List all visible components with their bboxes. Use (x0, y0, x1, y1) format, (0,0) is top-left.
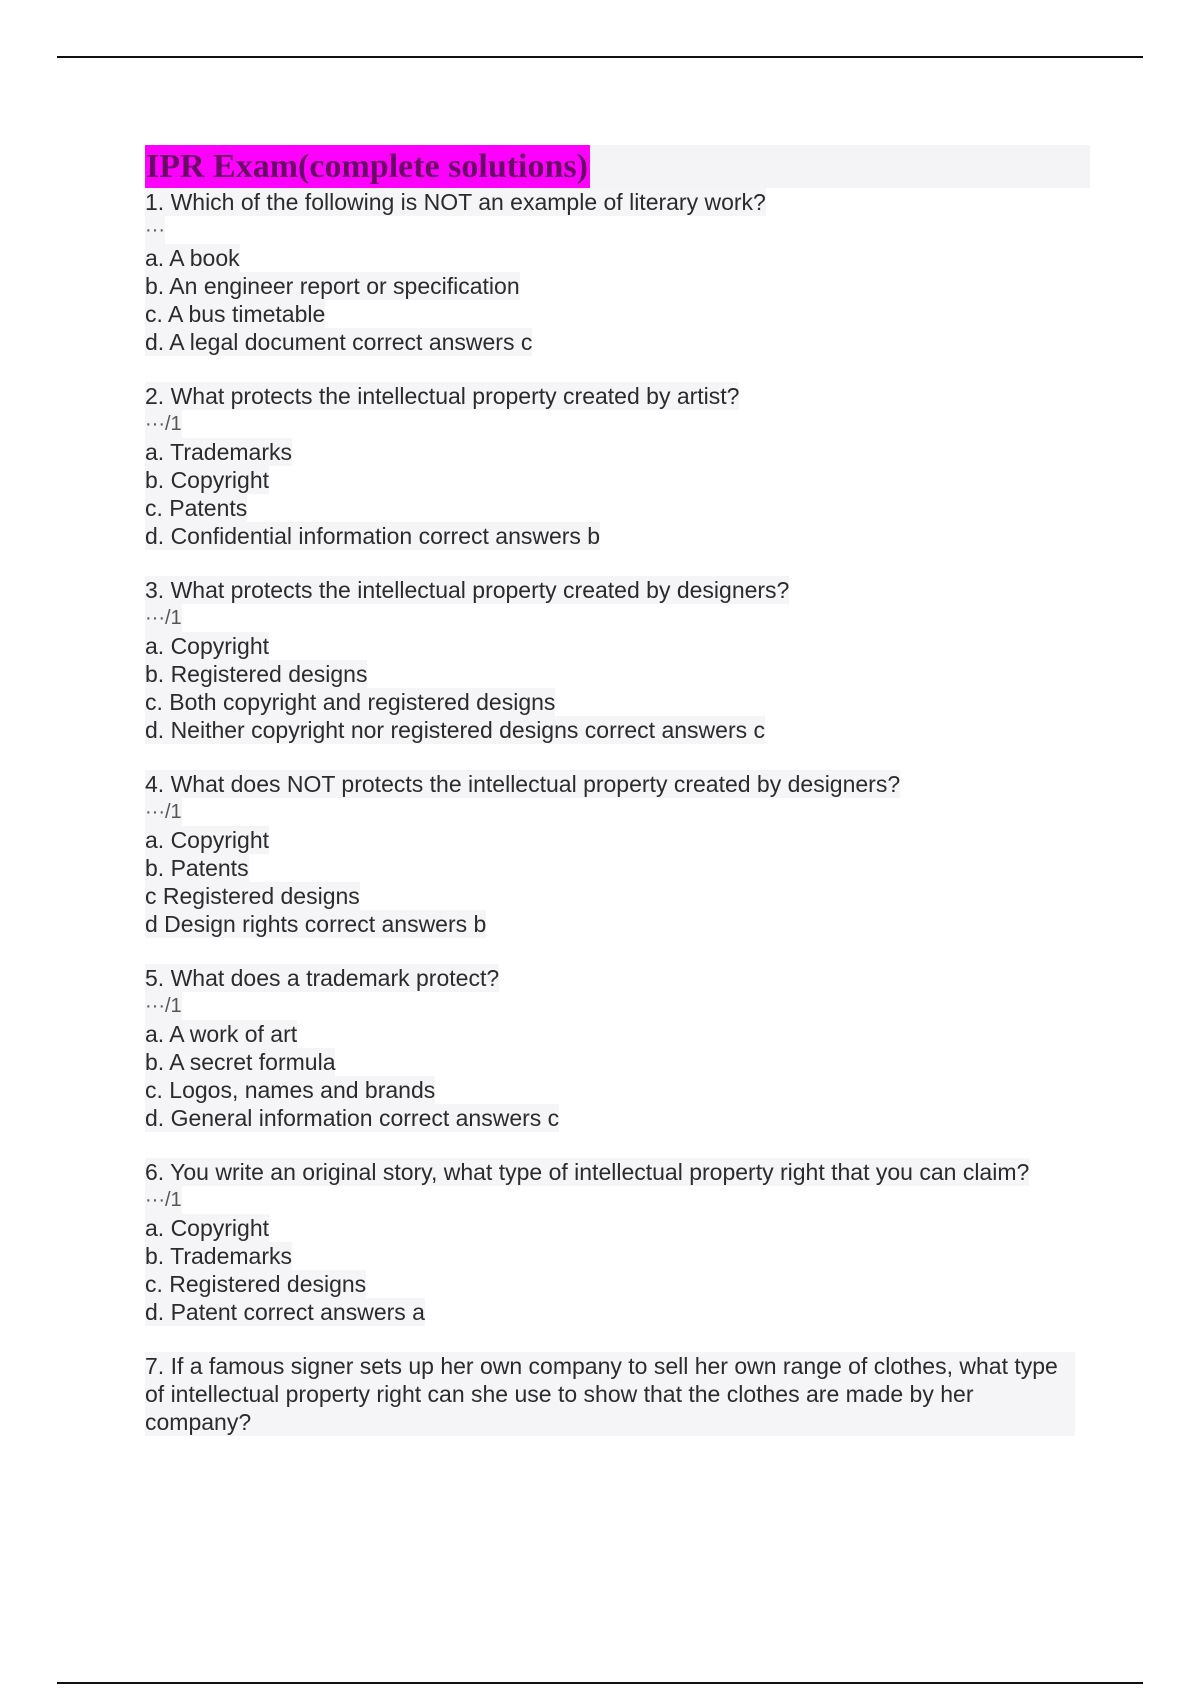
answer-option: b. An engineer report or specification (145, 273, 520, 299)
answer-option: a. A work of art (145, 1021, 298, 1047)
answer-option: c. Both copyright and registered designs (145, 689, 556, 715)
answer-option: d. Patent correct answers a (145, 1299, 425, 1325)
bottom-rule (57, 1682, 1143, 1684)
answer-option: c. Registered designs (145, 1271, 367, 1297)
document-body (145, 145, 1090, 1436)
answer-option: c. A bus timetable (145, 301, 326, 327)
question-5 (145, 964, 1090, 1132)
question-marker: ··· (145, 216, 165, 244)
question-text: 1. Which of the following is NOT an example of literary work? (145, 189, 766, 215)
question-text: 4. What does NOT protects the intellectual property created by designers? (145, 771, 901, 797)
question-6 (145, 1158, 1090, 1326)
answer-option: a. Copyright (145, 633, 270, 659)
answer-option: b. Patents (145, 855, 249, 881)
answer-option: d. Confidential information correct answers b (145, 523, 601, 549)
top-rule (57, 56, 1143, 58)
question-text: 2. What protects the intellectual property created by artist? (145, 383, 740, 409)
answer-option: d. Neither copyright nor registered designs correct answers c (145, 717, 766, 743)
question-marker: ···/1 (145, 410, 182, 438)
answer-option: b. Copyright (145, 467, 270, 493)
answer-option: a. A book (145, 245, 240, 271)
question-3 (145, 576, 1090, 744)
answer-option: d. A legal document correct answers c (145, 329, 533, 355)
question-text: 3. What protects the intellectual property created by designers? (145, 577, 790, 603)
answer-option: c. Logos, names and brands (145, 1077, 436, 1103)
question-text: 5. What does a trademark protect? (145, 965, 500, 991)
title-row (145, 145, 1090, 188)
question-marker: ···/1 (145, 1186, 182, 1214)
question-text: 6. You write an original story, what type of intellectual property right that you can claim? (145, 1159, 1030, 1185)
question-2 (145, 382, 1090, 550)
question-1 (145, 188, 1090, 356)
question-7 (145, 1352, 1090, 1436)
answer-option: d. General information correct answers c (145, 1105, 560, 1131)
question-4 (145, 770, 1090, 938)
answer-option: c Registered designs (145, 883, 360, 909)
answer-option: b. Trademarks (145, 1243, 292, 1269)
answer-option: a. Trademarks (145, 439, 292, 465)
document-title: IPR Exam(complete solutions) (145, 145, 590, 188)
answer-option: c. Patents (145, 495, 248, 521)
answer-option: b. Registered designs (145, 661, 368, 687)
answer-option: a. Copyright (145, 827, 270, 853)
question-marker: ···/1 (145, 992, 182, 1020)
question-marker: ···/1 (145, 604, 182, 632)
answer-option: b. A secret formula (145, 1049, 336, 1075)
question-text: 7. If a famous signer sets up her own company to sell her own range of clothes, what type of intellectual property right can she use to show that the clothes are made by her company? (145, 1352, 1075, 1436)
question-marker: ···/1 (145, 798, 182, 826)
answer-option: d Design rights correct answers b (145, 911, 487, 937)
answer-option: a. Copyright (145, 1215, 270, 1241)
